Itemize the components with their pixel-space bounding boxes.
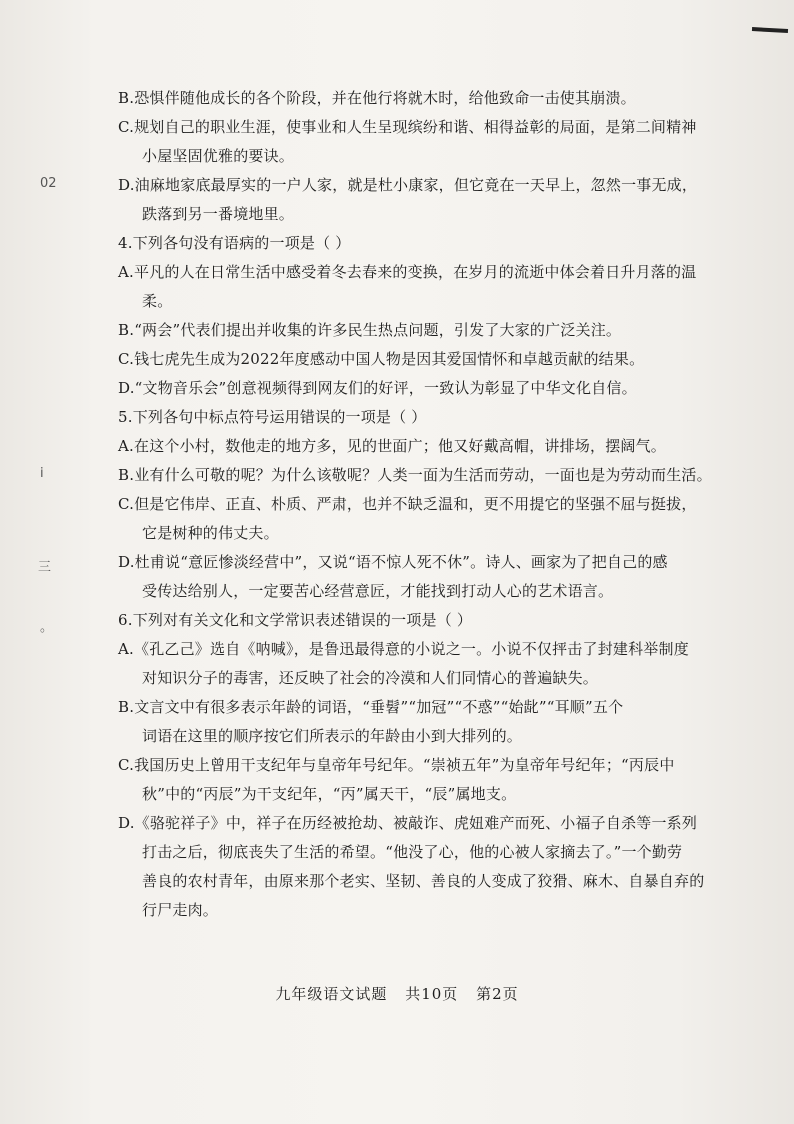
option-c-q4: C.钱七虎先生成为2022年度感动中国人物是因其爱国情怀和卓越贡献的结果。 [118,350,645,368]
option-d-q6-cont-3: 行尸走肉。 [142,901,219,919]
option-a-q6: A.《孔乙己》选自《呐喊》，是鲁迅最得意的小说之一。小说不仅抨击了封建科举制度 [118,640,689,658]
option-c-q5-cont: 它是树种的伟丈夫。 [142,524,279,542]
option-c-q5: C.但是它伟岸、正直、朴质、严肃，也并不缺乏温和，更不用提它的坚强不屈与挺拔， [118,495,697,513]
option-b-q5: B.业有什么可敬的呢？为什么该敬呢？人类一面为生活而劳动，一面也是为劳动而生活。 [118,466,712,484]
question-text [118,84,712,925]
option-c-q6: C.我国历史上曾用干支纪年与皇帝年号纪年。“崇祯五年”为皇帝年号纪年；“丙辰中 [118,756,675,774]
question-5-stem: 5.下列各句中标点符号运用错误的一项是（ ） [118,408,427,426]
option-c-q3-cont: 小屋坚固优雅的要诀。 [142,147,295,165]
question-6-stem: 6.下列对有关文化和文学常识表述错误的一项是（ ） [118,611,473,629]
option-d-q3-cont: 跌落到另一番境地里。 [142,205,295,223]
option-a-q6-cont: 对知识分子的毒害，还反映了社会的冷漠和人们同情心的普遍缺失。 [142,669,599,687]
footer-total-pages: 共10页 [405,985,459,1003]
option-d-q5-cont: 受传达给别人，一定要苦心经营意匠，才能找到打动人心的艺术语言。 [142,582,614,600]
page-footer [0,983,794,1004]
option-a-q4: A.平凡的人在日常生活中感受着冬去春来的变换，在岁月的流逝中体会着日升月落的温 [118,263,697,281]
margin-mark-3: 三 [38,560,52,575]
footer-title: 九年级语文试题 [275,985,388,1003]
option-b-q3: B.恐惧伴随他成长的各个阶段，并在他行将就木时，给他致命一击使其崩溃。 [118,89,636,107]
question-4-stem: 4.下列各句没有语病的一项是（ ） [118,234,351,252]
scan-corner-mark [752,27,788,33]
option-d-q6: D.《骆驼祥子》中，祥子在历经被抢劫、被敲诈、虎妞难产而死、小福子自杀等一系列 [118,814,698,832]
option-a-q4-cont: 柔。 [142,292,173,310]
option-c-q6-cont: 秋”中的“丙辰”为干支纪年，“丙”属天干，“辰”属地支。 [142,785,517,803]
margin-mark-4: 。 [40,620,54,635]
margin-mark-2: i [40,466,44,481]
margin-mark-1: 02 [40,176,57,191]
option-a-q5: A.在这个小村，数他走的地方多，见的世面广；他又好戴高帽，讲排场，摆阔气。 [118,437,667,455]
option-b-q6-cont: 词语在这里的顺序按它们所表示的年龄由小到大排列的。 [142,727,523,745]
option-d-q4: D.“文物音乐会”创意视频得到网友们的好评，一致认为彰显了中华文化自信。 [118,379,637,397]
option-d-q6-cont-2: 善良的农村青年，由原来那个老实、坚韧、善良的人变成了狡猾、麻木、自暴自弃的 [142,872,705,890]
option-d-q5: D.杜甫说“意匠惨淡经营中”，又说“语不惊人死不休”。诗人、画家为了把自己的感 [118,553,668,571]
option-d-q3: D.油麻地家底最厚实的一户人家，就是杜小康家，但它竟在一天早上，忽然一事无成， [118,176,698,194]
footer-page-number: 第2页 [476,985,519,1003]
option-b-q6: B.文言文中有很多表示年龄的词语，“垂髫”“加冠”“不惑”“始龀”“耳顺”五个 [118,698,624,716]
option-c-q3: C.规划自己的职业生涯，使事业和人生呈现缤纷和谐、相得益彰的局面，是第二间精神 [118,118,697,136]
option-d-q6-cont-1: 打击之后，彻底丧失了生活的希望。“他没了心，他的心被人家摘去了。”一个勤劳 [142,843,683,861]
option-b-q4: B.“两会”代表们提出并收集的许多民生热点问题，引发了大家的广泛关注。 [118,321,622,339]
